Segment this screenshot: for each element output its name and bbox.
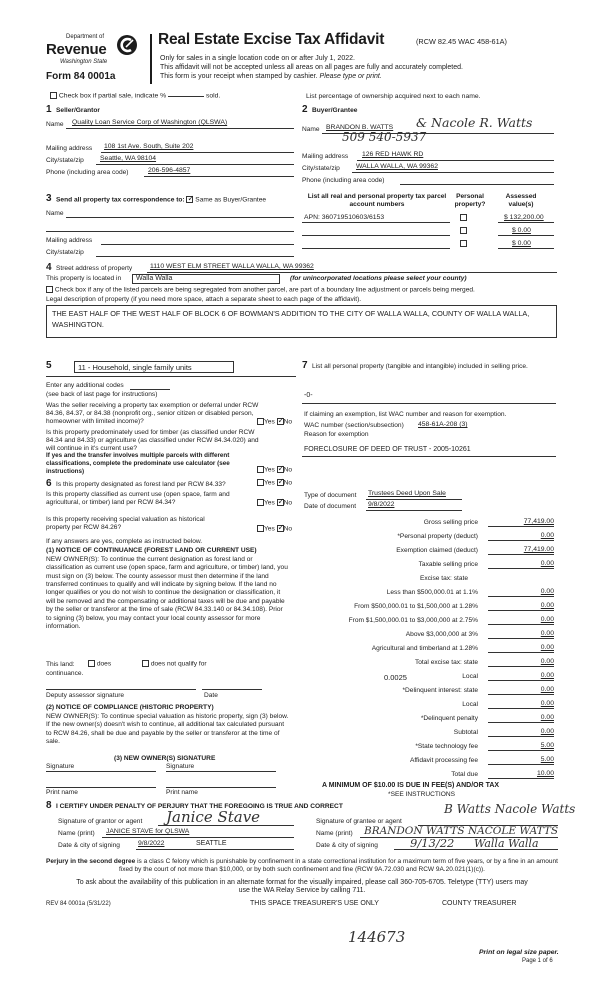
seller-num: 1 xyxy=(46,104,52,115)
tax-row-label: *Personal property (deduct) xyxy=(397,533,478,540)
perjury-heading: Perjury in the second degree xyxy=(46,858,136,865)
section8 xyxy=(46,800,576,860)
grantee-signature[interactable]: B Watts Nacole Watts xyxy=(444,802,576,816)
code-ref: (RCW 82.45 WAC 458-61A) xyxy=(416,37,507,46)
yes-label: Yes xyxy=(264,418,275,426)
street-num: 4 xyxy=(46,262,52,273)
corr-name-line[interactable] xyxy=(66,217,294,218)
seller-phone-label: Phone (including area code) xyxy=(46,169,129,176)
continuance-label: continuance. xyxy=(46,670,84,677)
see-instructions-note: *SEE INSTRUCTIONS xyxy=(388,791,456,798)
exemption-yesno xyxy=(257,418,292,426)
parcel-row xyxy=(300,237,558,251)
historic-no-checkbox[interactable] xyxy=(277,525,284,532)
section8-num: 8 xyxy=(46,800,52,811)
alt-format-notice: To ask about the availability of this publication in an alternate format for the visually impaired, please call 360-705-6705. Teletype (TTY) users may use the WA Relay Service by calling 711. xyxy=(76,879,528,895)
personal-property-checkbox[interactable] xyxy=(460,214,467,221)
tax-row-label: *State technology fee xyxy=(415,743,478,750)
tax-row-label: From $500,000.01 to $1,500,000 at 1.28% xyxy=(354,603,478,610)
exemption-no-checkbox[interactable] xyxy=(277,418,284,425)
seller-section xyxy=(46,104,294,184)
exemption-yes-checkbox[interactable] xyxy=(257,418,264,425)
tax-row-value[interactable]: 10.00 xyxy=(488,770,554,779)
no-label: No xyxy=(283,418,293,426)
page-number: Page 1 of 6 xyxy=(522,958,553,964)
seller-city[interactable]: Seattle, WA 98104 xyxy=(100,155,157,162)
same-as-buyer-checkbox[interactable] xyxy=(186,196,193,203)
no-label: No xyxy=(283,499,293,507)
minimum-due-note: A MINIMUM OF $10.00 IS DUE IN FEE(S) AND/OR TAX xyxy=(322,782,500,789)
segregated-checkbox[interactable] xyxy=(46,286,53,293)
correspondence-num: 3 xyxy=(46,193,52,204)
does-not-checkbox[interactable] xyxy=(142,660,149,667)
does-not-label: does not qualify for xyxy=(150,660,207,668)
parcels-col-personal: Personal property? xyxy=(454,193,486,209)
personal-property-checkbox[interactable] xyxy=(460,240,467,247)
parcel-row xyxy=(300,224,558,238)
owner-print-line-2[interactable] xyxy=(166,787,276,788)
compliance-text: NEW OWNER(S): To continue special valuation as historic property, sign (3) below. If the new owner(s) doesn't wish to continue, all additional tax calculated pursuant to RCW 84.26, shall be due and payable by the seller or transferor at the time of sale. xyxy=(46,713,289,746)
tax-row-value[interactable]: 0.00 xyxy=(488,630,554,639)
seller-city-line xyxy=(96,164,294,165)
seller-city-label: City/state/zip xyxy=(46,157,84,164)
doc-date-label: Date of document xyxy=(304,503,357,510)
corr-city-label: City/state/zip xyxy=(46,249,84,256)
correspondence-label xyxy=(56,196,266,204)
wac-label: WAC number (section/subsection) xyxy=(304,422,404,429)
grantor-name-label: Name (print) xyxy=(58,830,95,837)
certify-text: I CERTIFY UNDER PENALTY OF PERJURY THAT THE FOREGOING IS TRUE AND CORRECT xyxy=(56,803,343,810)
answer-note: If any answers are yes, complete as instructed below. xyxy=(46,538,203,545)
header-note-1: Only for sales in a single location code on or after July 1, 2022. xyxy=(160,55,355,62)
tax-row-label: Total excise tax: state xyxy=(414,659,478,666)
parcel-apn-line[interactable] xyxy=(302,248,450,249)
reason-line xyxy=(302,456,556,457)
grantor-date-line xyxy=(136,849,294,850)
section6-num: 6 xyxy=(46,478,52,489)
does-checkbox[interactable] xyxy=(88,660,95,667)
street-label: Street address of property xyxy=(56,265,133,272)
receipt-note: This form is your receipt when stamped by cashier. xyxy=(160,73,318,80)
tax-row-label: *Delinquent interest: state xyxy=(402,687,478,694)
seller-name-label: Name xyxy=(46,121,64,128)
same-as-buyer-label: Same as Buyer/Grantee xyxy=(195,196,267,204)
tax-row-label: From $1,500,000.01 to $3,000,000 at 2.75% xyxy=(348,617,478,624)
historic-yesno xyxy=(257,525,292,533)
type-or-print-note: Please type or print. xyxy=(319,73,382,80)
seller-phone[interactable]: 206-596-4857 xyxy=(148,167,191,174)
timber-question: Is this property predominately used for timber (as classified under RCW 84.34 and 84.33) or agriculture (as classified under RCW 84.34.020) and will continue in it's current use? xyxy=(46,429,259,453)
grantor-sig-label: Signature of grantor or agent xyxy=(58,818,143,825)
grantee-date-label: Date & city of signing xyxy=(316,842,378,849)
personal-property-checkbox[interactable] xyxy=(460,227,467,234)
ownership-note: List percentage of ownership acquired next to each name. xyxy=(306,93,481,100)
correspondence-label-text: Send all property tax correspondence to: xyxy=(56,196,185,204)
personal-property-line xyxy=(302,403,556,404)
parcel-value[interactable]: $ 132,200.00 xyxy=(504,214,544,221)
tax-row-value[interactable]: 0.00 xyxy=(488,644,554,653)
continuance-text: NEW OWNER(S): To continue the current designation as forest land or classification as current use (open space, farm and agriculture, or timber) land, you must sign on (3) below. The county assessor must then determine if the land transferred continues to qualify and will indicate by signing below. If the land no longer qualifies or you do not wish to continue the designation or classification, it will be removed and the compensating or additional taxes will be due and payable by the seller or transferor at the time of sale (RCW 84.33.140 or 84.34.108). Prior to signing (3) below, you may contact your local county assessor for more information. xyxy=(46,556,288,630)
grantee-city[interactable]: Walla Walla xyxy=(474,837,539,850)
buyer-name[interactable]: BRANDON B. WATTS xyxy=(326,124,394,131)
buyer-num: 2 xyxy=(302,104,308,115)
grantee-sig-label: Signature of grantee or agent xyxy=(316,818,402,825)
no-label: No xyxy=(283,479,293,487)
buyer-mailing-line xyxy=(357,160,554,161)
grantor-name-line xyxy=(102,837,294,838)
yes-label: Yes xyxy=(264,466,275,474)
tax-row-label: Local xyxy=(462,673,478,680)
seller-heading: Seller/Grantor xyxy=(56,107,100,114)
dept-state: Washington State xyxy=(60,59,108,65)
parcel-row xyxy=(300,211,558,225)
dept-name: Revenue xyxy=(46,41,107,58)
unincorporated-note: (for unincorporated locations please select your county) xyxy=(290,275,467,282)
owner-print-label-2: Print name xyxy=(166,789,198,796)
doc-date-line xyxy=(366,510,462,511)
buyer-mailing-label: Mailing address xyxy=(302,153,349,160)
correspondence-section xyxy=(46,193,296,263)
partial-sale-sold: sold. xyxy=(205,92,221,100)
tax-row-value[interactable]: 0.00 xyxy=(488,560,554,569)
current-use-yes-checkbox[interactable] xyxy=(257,499,264,506)
street-line xyxy=(147,272,557,273)
county-treasurer: COUNTY TREASURER xyxy=(442,900,517,907)
partial-sale-percent[interactable] xyxy=(168,96,204,97)
segregated-label: Check box if any of the listed parcels are being segregated from another parcel, are part of a boundary line adjustment or parcels being merged. xyxy=(54,286,475,294)
section7-num: 7 xyxy=(302,360,308,371)
located-label: This property is located in xyxy=(46,275,122,282)
tax-row-value[interactable]: 77,419.00 xyxy=(488,518,554,527)
tax-row-label: *Delinquent penalty xyxy=(420,715,478,722)
current-use-yesno xyxy=(257,499,292,507)
assessor-date-line[interactable] xyxy=(202,689,262,690)
header-note-2: This affidavit will not be accepted unless all areas on all pages are fully and accurately completed. xyxy=(160,64,463,71)
buyer-name-label: Name xyxy=(302,126,320,133)
tax-row-value[interactable]: 77,419.00 xyxy=(488,546,554,555)
tax-table xyxy=(302,515,558,795)
current-use-no-checkbox[interactable] xyxy=(277,499,284,506)
seller-name[interactable]: Quality Loan Service Corp of Washington (QLSWA) xyxy=(72,119,228,126)
corr-extra-line[interactable] xyxy=(46,231,294,232)
grantee-name-label: Name (print) xyxy=(316,830,353,837)
street-section xyxy=(46,262,558,344)
current-use-question: Is this property classified as current use (open space, farm and agricultural, or timber) land per RCW 84.34? xyxy=(46,491,230,507)
yes-label: Yes xyxy=(264,499,275,507)
parcels-col-accounts: List all real and personal property tax parcel account numbers xyxy=(307,193,447,209)
parcels-table xyxy=(300,193,558,259)
section6 xyxy=(46,478,298,818)
continuance-heading: (1) NOTICE OF CONTINUANCE (FOREST LAND OR CURRENT USE) xyxy=(46,547,257,554)
owner-sig-label-1: Signature xyxy=(46,763,75,770)
buyer-mailing[interactable]: 126 RED HAWK RD xyxy=(362,151,424,158)
corr-mailing-line[interactable] xyxy=(101,244,294,245)
parcel-apn-line[interactable] xyxy=(302,235,450,236)
dept-line: Department of xyxy=(66,34,105,40)
parcels-col-assessed: Assessed value(s) xyxy=(505,193,537,209)
does-label: does xyxy=(96,660,112,668)
parcel-apn[interactable]: APN: 360719510603/6153 xyxy=(304,214,385,221)
seller-phone-line xyxy=(144,176,294,177)
forest-no-checkbox[interactable] xyxy=(277,479,284,486)
dor-emblem-icon xyxy=(116,34,138,56)
timber-question-bold: If yes and the transfer involves multiple parcels with different classifications, complete the predominate use calculator (see instructions) xyxy=(46,452,230,475)
historic-question: Is this property receiving special valuation as historical property per RCW 84.26? xyxy=(46,516,205,532)
tax-row-value[interactable]: 0.00 xyxy=(488,700,554,709)
no-label: No xyxy=(283,525,293,533)
tax-row-label: Total due xyxy=(451,771,478,778)
section7 xyxy=(302,360,558,515)
owner-print-label-1: Print name xyxy=(46,789,78,796)
reason-value[interactable]: FORECLOSURE OF DEED OF TRUST - 2005-10261 xyxy=(304,446,471,453)
forest-yes-checkbox[interactable] xyxy=(257,479,264,486)
tax-row-value[interactable]: 0.00 xyxy=(488,714,554,723)
forest-question: Is this property designated as forest land per RCW 84.33? xyxy=(56,481,226,488)
rev-number: REV 84 0001a (5/31/22) xyxy=(46,901,111,907)
use-code-value: 11 - Household, single family units xyxy=(78,363,192,372)
grantee-date[interactable]: 9/13/22 xyxy=(410,836,455,850)
buyer-name-handwritten: & Nacole R. Watts xyxy=(416,115,533,130)
recording-number-handwritten: 144673 xyxy=(348,928,406,946)
personal-property-value[interactable]: -0- xyxy=(304,392,313,399)
tax-row-label: Local xyxy=(462,701,478,708)
additional-codes-label: Enter any additional codes xyxy=(46,382,124,389)
grantor-date[interactable]: 9/8/2022 xyxy=(138,840,165,847)
this-land-label: This land: xyxy=(46,661,75,668)
perjury-text: is a class C felony which is punishable by confinement in a state correctional institution for a maximum term of five years, or by a fine in an amount fixed by the court of not more than $10,000, or by both such confinement and fine (RCW 9A.72.030 and RCW 9A.20.021(1)(c)). xyxy=(118,858,558,874)
tax-row-label: Above $3,000,000 at 3% xyxy=(405,631,478,638)
grantor-date-label: Date & city of signing xyxy=(58,842,120,849)
use-code-underline xyxy=(46,376,296,377)
tax-row-label: Taxable selling price xyxy=(418,561,478,568)
corr-name-label: Name xyxy=(46,210,64,217)
tax-row-label: Subtotal xyxy=(453,729,478,736)
tax-row-value[interactable]: 0.00 xyxy=(488,588,554,597)
assessor-sig-label: Deputy assessor signature xyxy=(46,692,125,699)
tax-row-value[interactable]: 0.00 xyxy=(488,602,554,611)
partial-sale-label: Check box if partial sale, indicate % xyxy=(58,92,167,100)
grantor-name[interactable]: JANICE STAVE for QLSWA xyxy=(106,828,190,835)
assessor-date-label: Date xyxy=(204,692,218,699)
tax-row-value[interactable]: 0.00 xyxy=(488,728,554,737)
corr-mailing-label: Mailing address xyxy=(46,237,93,244)
reason-label: Reason for exemption xyxy=(304,431,369,438)
buyer-city-line xyxy=(352,172,554,173)
tax-row-value[interactable]: 5.00 xyxy=(488,742,554,751)
tax-row-value[interactable]: 0.00 xyxy=(488,658,554,667)
no-label: No xyxy=(283,466,293,474)
historic-yes-checkbox[interactable] xyxy=(257,525,264,532)
owner-sig-heading: (3) NEW OWNER(S) SIGNATURE xyxy=(114,755,216,762)
exemption-question: Was the seller receiving a property tax exemption or deferral under RCW 84.36, 84.37, or 84.38 (nonprofit org., senior citizen or disabled person, homeowner with limited income)? xyxy=(46,402,259,426)
tax-row-label: Less than $500,000.01 at 1.1% xyxy=(386,589,478,596)
corr-city-line[interactable] xyxy=(96,256,294,257)
tax-row-value[interactable]: 0.00 xyxy=(488,532,554,541)
timber-yesno xyxy=(257,466,292,474)
yes-label: Yes xyxy=(264,479,275,487)
tax-row-value[interactable]: 0.00 xyxy=(488,686,554,695)
forest-yesno xyxy=(257,479,292,487)
buyer-phone-line xyxy=(400,184,554,185)
buyer-heading: Buyer/Grantee xyxy=(312,107,358,114)
tax-row-label: Excise tax: state xyxy=(419,575,468,582)
section5-num: 5 xyxy=(46,360,52,371)
title-rule xyxy=(150,34,152,84)
parcel-value[interactable]: $ 0.00 xyxy=(512,227,531,234)
seller-mailing-label: Mailing address xyxy=(46,145,93,152)
buyer-phone-label: Phone (including area code) xyxy=(302,177,385,184)
does-not-option xyxy=(142,660,207,668)
tax-row-label: Agricultural and timberland at 1.28% xyxy=(371,645,478,652)
tax-row-value[interactable]: 0.00 xyxy=(488,672,554,681)
legal-description: THE EAST HALF OF THE WEST HALF OF BLOCK 6 OF BOWMAN'S ADDITION TO THE CITY OF WALLA WALLA, COUNTY OF WALLA WALLA, WASHINGTON. xyxy=(52,309,530,329)
does-option xyxy=(88,660,111,668)
street-address[interactable]: 1110 WEST ELM STREET WALLA WALLA, WA 99362 xyxy=(150,263,314,270)
additional-codes-line[interactable] xyxy=(130,389,170,390)
buyer-city-label: City/state/zip xyxy=(302,165,340,172)
wac-value[interactable]: 458-61A-208 (3) xyxy=(418,421,468,428)
doc-type-value[interactable]: Trustees Deed Upon Sale xyxy=(368,490,446,497)
perjury-notice xyxy=(40,858,564,874)
timber-yes-checkbox[interactable] xyxy=(257,466,264,473)
buyer-city[interactable]: WALLA WALLA, WA 99362 xyxy=(356,163,438,170)
treasurer-space: THIS SPACE TREASURER'S USE ONLY xyxy=(250,900,379,907)
seller-mailing-line xyxy=(101,152,294,153)
segregated-row xyxy=(46,286,475,294)
tax-row-value[interactable]: 5.00 xyxy=(488,756,554,765)
personal-property-label: List all personal property (tangible and intangible) included in selling price. xyxy=(312,363,528,370)
timber-no-checkbox[interactable] xyxy=(277,466,284,473)
legal-label: Legal description of property (if you need more space, attach a separate sheet to each page of the affidavit). xyxy=(46,296,362,303)
form-number: Form 84 0001a xyxy=(46,71,116,82)
buyer-phone-handwritten: 509 540-5937 xyxy=(342,130,427,144)
grantor-city[interactable]: SEATTLE xyxy=(196,840,227,847)
tax-row-label: Exemption claimed (deduct) xyxy=(396,547,478,554)
exemption-claim-label: If claiming an exemption, list WAC number and reason for exemption. xyxy=(304,411,507,418)
assessor-sig-line[interactable] xyxy=(46,689,196,690)
partial-sale-checkbox[interactable] xyxy=(50,92,57,99)
buyer-section xyxy=(302,104,556,194)
partial-sale-row xyxy=(50,92,220,101)
parcel-value[interactable]: $ 0.00 xyxy=(512,240,531,247)
doc-date-value[interactable]: 9/8/2022 xyxy=(368,501,395,508)
owner-sig-label-2: Signature xyxy=(166,763,195,770)
tax-row-label: Gross selling price xyxy=(423,519,478,526)
section5-left xyxy=(46,360,296,460)
legal-description-box[interactable] xyxy=(46,305,557,338)
seller-mailing[interactable]: 108 1st Ave. South, Suite 202 xyxy=(104,143,194,150)
header-note-3 xyxy=(160,73,382,82)
tax-row-label: Affidavit processing fee xyxy=(409,757,478,764)
owner-print-line-1[interactable] xyxy=(46,787,156,788)
yes-label: Yes xyxy=(264,525,275,533)
compliance-heading: (2) NOTICE OF COMPLIANCE (HISTORIC PROPERTY) xyxy=(46,704,214,711)
grantee-name[interactable]: BRANDON WATTS NACOLE WATTS xyxy=(364,825,559,837)
doc-type-label: Type of document xyxy=(304,492,357,499)
doc-type-line xyxy=(366,499,462,500)
located-value: Walla Walla xyxy=(136,275,173,282)
seller-name-line xyxy=(66,128,294,129)
grantor-signature[interactable]: Janice Stave xyxy=(166,808,261,826)
see-back-note: (see back of last page for instructions) xyxy=(46,391,158,398)
local-rate: 0.0025 xyxy=(384,673,407,682)
form-title: Real Estate Excise Tax Affidavit xyxy=(158,31,385,48)
tax-row-value[interactable]: 0.00 xyxy=(488,616,554,625)
legal-paper-note: Print on legal size paper. xyxy=(479,949,559,956)
